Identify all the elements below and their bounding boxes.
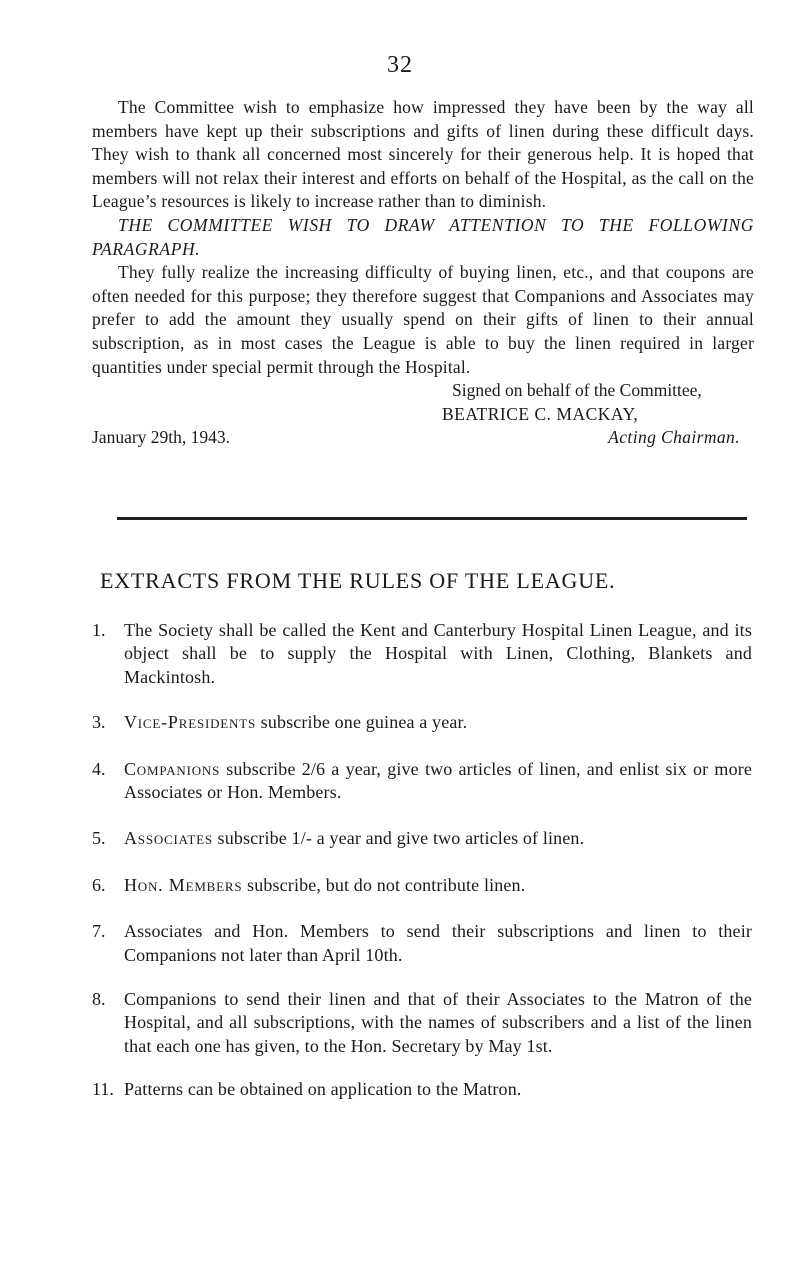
rule-number: 1.	[92, 620, 106, 640]
rule-item	[92, 758, 752, 805]
rule-item	[92, 988, 752, 1058]
rule-text	[124, 619, 752, 689]
rule-text	[124, 827, 752, 850]
rule-body: subscribe 2/6 a year, give two articles of linen, and enlist six or more Associates or Hon. Members.	[124, 758, 752, 803]
signed-on-behalf-line: Signed on behalf of the Committee,	[452, 380, 702, 401]
signatory-role: Acting Chairman.	[608, 427, 740, 448]
intro-paragraph: The Committee wish to emphasize how impressed they have been by the way all members have kept up their subscriptions and gifts of linen during these difficult days. They wish to thank all concerned most sincerely for their generous help. It is hoped that members will not relax their interest and efforts on behalf of the Hospital, as the call on the League’s resources is likely to increase rather than to diminish.	[92, 97, 754, 212]
rule-number: 7.	[92, 921, 106, 942]
rule-item	[92, 920, 752, 967]
rule-body: subscribe 1/- a year and give two articles of linen.	[212, 828, 585, 849]
signatory-name: BEATRICE C. MACKAY,	[442, 403, 639, 424]
attention-heading: THE COMMITTEE WISH TO DRAW ATTENTION TO THE FOLLOWING PARAGRAPH.	[92, 214, 754, 259]
rule-number: 6.	[92, 874, 106, 895]
rule-lead: Companions	[124, 758, 221, 779]
rule-text	[124, 920, 752, 967]
rule-item	[92, 827, 752, 850]
rule-text	[124, 1078, 752, 1101]
rule-text	[124, 988, 752, 1058]
rule-body: Companions to send their linen and that of their Associates to the Matron of the Hospital, and all subscriptions, with the names of subscribers and a list of the linen that each one has given, to the Hon. Secretary by May 1st.	[124, 989, 752, 1056]
rule-text	[124, 874, 752, 897]
rule-number: 11.	[92, 1079, 114, 1100]
rule-body: Patterns can be obtained on application to the Matron.	[124, 1079, 522, 1100]
rule-lead: Vice-Presidents	[124, 712, 257, 733]
date-role-row	[92, 426, 754, 450]
rule-body: subscribe one guinea a year.	[256, 712, 468, 733]
rule-number: 8.	[92, 989, 106, 1010]
extracts-heading: EXTRACTS FROM THE RULES OF THE LEAGUE.	[100, 568, 616, 593]
rule-text	[124, 758, 752, 805]
rule-body: subscribe, but do not contribute linen.	[242, 874, 526, 895]
committee-notice	[92, 96, 754, 450]
rule-number: 4.	[92, 758, 106, 779]
rule-text	[124, 711, 752, 734]
rule-number: 3.	[92, 712, 106, 733]
rule-body: Associates and Hon. Members to send their subscriptions and linen to their Companions not later than April 10th.	[124, 921, 752, 965]
rule-lead: Hon. Members	[124, 874, 243, 895]
rule-number: 5.	[92, 828, 106, 849]
notice-date: January 29th, 1943.	[92, 427, 231, 448]
rule-lead: Associates	[124, 828, 213, 849]
rule-body: The Society shall be called the Kent and Canterbury Hospital Linen League, and its object shall be to supply the Hospital with Linen, Clothing, Blankets and Mackintosh.	[124, 620, 752, 687]
rules-list	[92, 619, 752, 1102]
rule-item	[92, 711, 752, 734]
attention-paragraph: They fully realize the increasing difficulty of buying linen, etc., and that coupons are often needed for this purpose; they therefore suggest that Companions and Associates may prefer to add the amount they usually spend on their gifts of linen to their annual subscription, as in most cases the League is able to buy the linen required in larger quantities under special permit through the Hospital.	[92, 262, 754, 377]
rule-item	[92, 619, 752, 689]
rule-item	[92, 1078, 752, 1101]
page-number: 32	[387, 52, 413, 78]
rule-item	[92, 874, 752, 897]
section-divider	[117, 517, 747, 520]
